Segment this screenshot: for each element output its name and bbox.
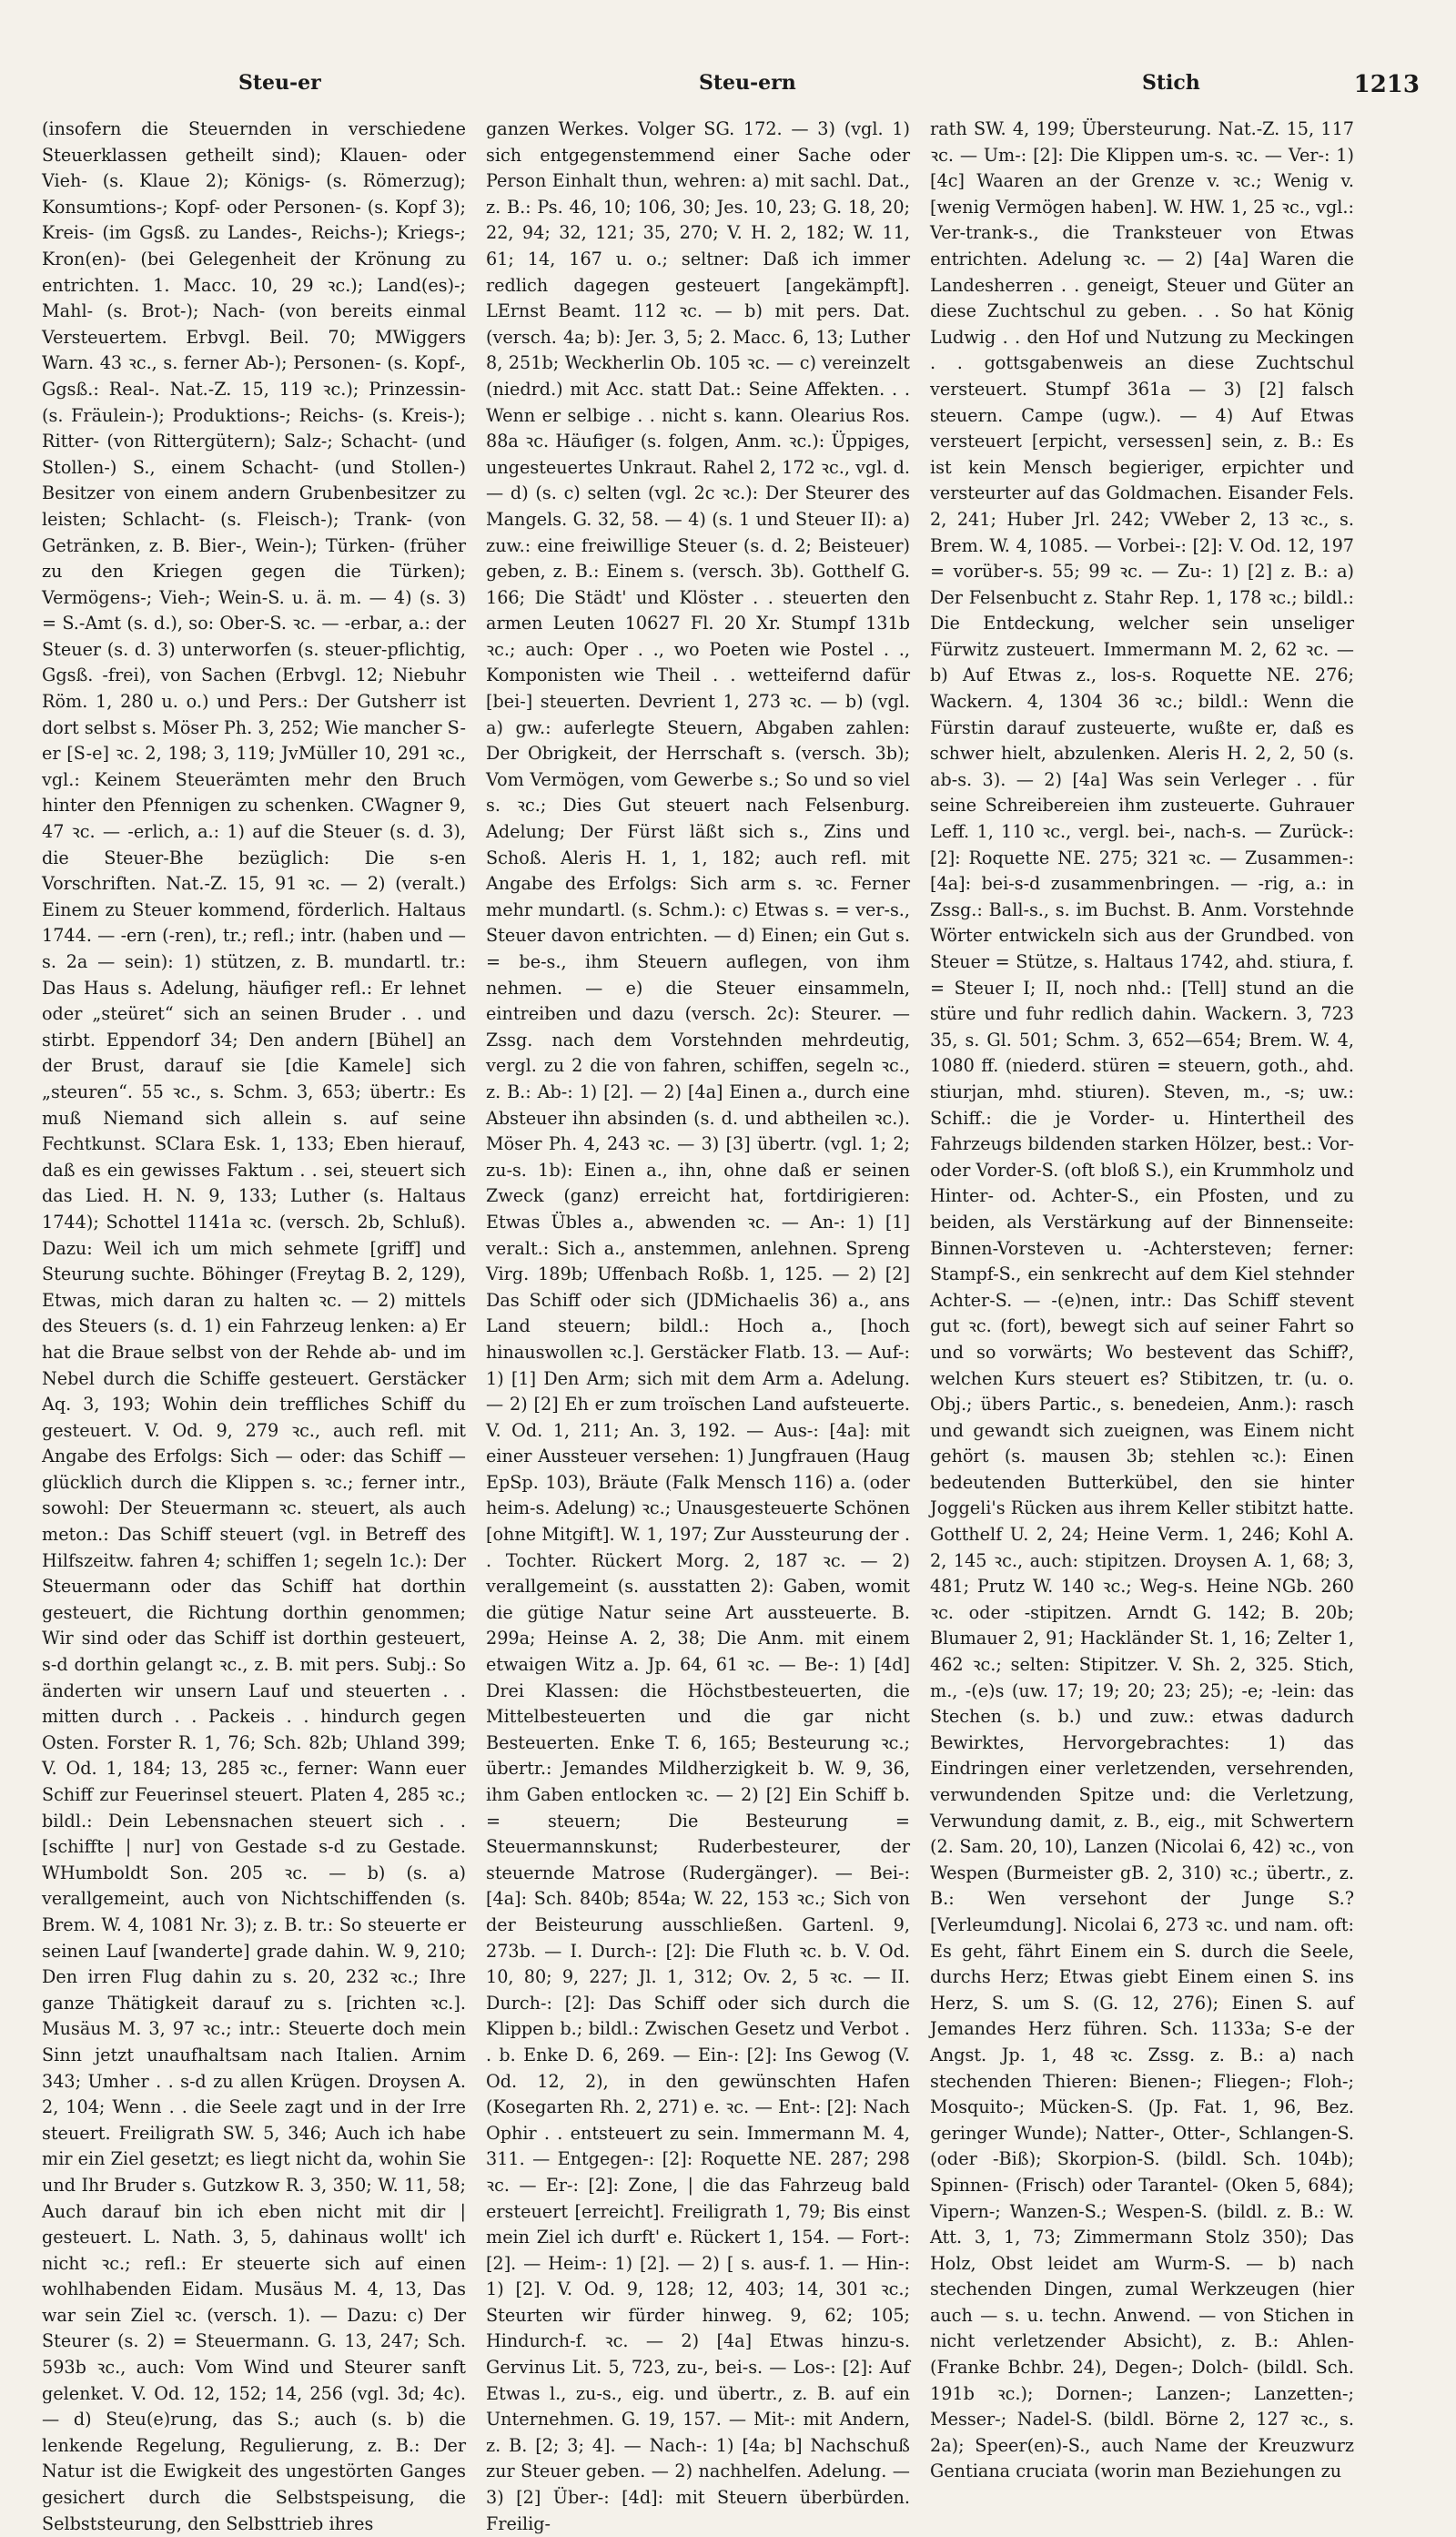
column-left (42, 117, 466, 2534)
header-right-keyword: Stich (1142, 71, 1200, 95)
header-left-keyword: Steu-er (238, 71, 321, 95)
header-center-keyword: Steu-ern (699, 71, 796, 95)
column-middle (486, 117, 910, 2534)
column-left-text: (insofern die Steuernden in verschiedene Steuerklassen getheilt sind); Klauen- oder Vieh- (s. Klaue 2); Königs- (s. Römerzug); Konsumtions-; Kopf- oder Personen- (s. Kopf 3); Kreis- (im Ggsß. zu Landes-, Reichs-); Kriegs-; Kron(en)- (bei Gelegenheit der Krönung zu entrichten. 1. Macc. 10, 29 ꝛc.); Land(es)-; Mahl- (s. Brot-); Nach- (von bereits einmal Versteuertem. Erbvgl. Beil. 70; MWiggers Warn. 43 ꝛc., s. ferner Ab-); Personen- (s. Kopf-, Ggsß.: Real-. Nat.-Z. 15, 119 ꝛc.); Prinzessin- (s. Fräulein-); Produktions-; Reichs- (s. Kreis-); Ritter- (von Rittergütern); Salz-; Schacht- (und Stollen-) S., einem Schacht- (und Stollen-) Besitzer von einem andern Grubenbesitzer zu leisten; Schlacht- (s. Fleisch-); Trank- (von Getränken, z. B. Bier-, Wein-); Türken- (früher zu den Kriegen gegen die Türken); Vermögens-; Vieh-; Wein-S. u. ä. m. — 4) (s. 3) = S.-Amt (s. d.), so: Ober-S. ꝛc. — -erbar, a.: der Steuer (s. d. 3) unterworfen (s. steuer-pflichtig, Ggsß. -frei), von Sachen (Erbvgl. 12; Niebuhr Röm. 1, 280 u. o.) und Pers.: Der Gutsherr ist dort selbst s. Möser Ph. 3, 252; Wie mancher S-er [S-e] ꝛc. 2, 198; 3, 119; JvMüller 10, 291 ꝛc., vgl.: Keinem Steuerämten mehr den Bruch hinter den Pfennigen zu schenken. CWagner 9, 47 ꝛc. — -erlich, a.: 1) auf die Steuer (s. d. 3), die Steuer-Bhe bezüglich: Die s-en Vorschriften. Nat.-Z. 15, 91 ꝛc. — 2) (veralt.) Einem zu Steuer kommend, förderlich. Haltaus 1744. — -ern (-ren), tr.; refl.; intr. (haben und — s. 2a — sein): 1) stützen, z. B. mundartl. tr.: Das Haus s. Adelung, häufiger refl.: Er lehnet oder „steüret“ sich an seinen Bruder . . und stirbt. Eppendorf 34; Den andern [Bühel] an der Brust, darauf sie [die Kamele] sich „steuren“. 55 ꝛc., s. Schm. 3, 653; übertr.: Es muß Niemand sich allein s. auf seine Fechtkunst. SClara Esk. 1, 133; Eben hierauf, daß es ein gewisses Faktum . . sei, steuert sich das Lied. H. N. 9, 133; Luther (s. Haltaus 1744); Schottel 1141a ꝛc. (versch. 2b, Schluß). Dazu: Weil ich um mich sehmete [griff] und Steurung suchte. Böhinger (Freytag B. 2, 129), Etwas, mich daran zu halten ꝛc. — 2) mittels des Steuers (s. d. 1) ein Fahrzeug lenken: a) Er hat die Braue selbst von der Rehde ab- und im Nebel durch die Schiffe gesteuert. Gerstäcker Aq. 3, 193; Wohin dein treffliches Schiff du gesteuert. V. Od. 9, 279 ꝛc., auch refl. mit Angabe des Erfolgs: Sich — oder: das Schiff — glücklich durch die Klippen s. ꝛc.; ferner intr., sowohl: Der Steuermann ꝛc. steuert, als auch meton.: Das Schiff steuert (vgl. in Betreff des Hilfszeitw. fahren 4; schiffen 1; segeln 1c.): Der Steuermann oder das Schiff hat dorthin gesteuert, die Richtung dorthin genommen; Wir sind oder das Schiff ist dorthin gesteuert, s-d dorthin gelangt ꝛc., z. B. mit pers. Subj.: So änderten wir unsern Lauf und steuerten . . mitten durch . . Packeis . . hindurch gegen Osten. Forster R. 1, 76; Sch. 82b; Uhland 399; V. Od. 1, 184; 13, 285 ꝛc., ferner: Wann euer Schiff zur Feuerinsel steuert. Platen 4, 285 ꝛc.; bildl.: Dein Lebensnachen steuert sich . . [schiffte | nur] von Gestade s-d zu Gestade. WHumboldt Son. 205 ꝛc. — b) (s. a) verallgemeint, auch von Nichtschiffenden (s. Brem. W. 4, 1081 Nr. 3); z. B. tr.: So steuerte er seinen Lauf [wanderte] grade dahin. W. 9, 210; Den irren Flug dahin zu s. 20, 232 ꝛc.; Ihre ganze Thätigkeit darauf zu s. [richten ꝛc.]. Musäus M. 3, 97 ꝛc.; intr.: Steuerte doch mein Sinn jetzt unaufhaltsam nach Italien. Arnim 343; Umher . . s-d zu allen Krügen. Droysen A. 2, 104; Wenn . . die Seele zagt und in der Irre steuert. Freiligrath SW. 5, 346; Auch ich habe mir ein Ziel gesetzt; es liegt nicht da, wohin Sie und Ihr Bruder s. Gutzkow R. 3, 350; W. 11, 58; Auch darauf bin ich eben nicht mit dir | gesteuert. L. Nath. 3, 5, dahinaus wollt' ich nicht ꝛc.; refl.: Er steuerte sich auf einen wohlhabenden Eidam. Musäus M. 4, 13, Das war sein Ziel ꝛc. (versch. 1). — Dazu: c) Der Steurer (s. 2) = Steuermann. G. 13, 247; Sch. 593b ꝛc., auch: Vom Wind und Steurer sanft gelenket. V. Od. 12, 152; 14, 256 (vgl. 3d; 4c). — d) Steu(e)rung, das S.; auch (s. b) die lenkende Regelung, Regulierung, z. B.: Der Natur ist die Ewigkeit des ungestörten Ganges gesichert durch die Selbstspeisung, die Selbststeurung, den Selbsttrieb ihres (42, 118, 466, 2534)
column-middle-text: ganzen Werkes. Volger SG. 172. — 3) (vgl. 1) sich entgegenstemmend einer Sache oder Person Einhalt thun, wehren: a) mit sachl. Dat., z. B.: Ps. 46, 10; 106, 30; Jes. 10, 23; G. 18, 20; 22, 94; 32, 121; 35, 270; V. H. 2, 182; W. 11, 61; 14, 167 u. o.; seltner: Daß ich immer redlich dagegen gesteuert [angekämpft]. LErnst Beamt. 112 ꝛc. — b) mit pers. Dat. (versch. 4a; b): Jer. 3, 5; 2. Macc. 6, 13; Luther 8, 251b; Weckherlin Ob. 105 ꝛc. — c) vereinzelt (niedrd.) mit Acc. statt Dat.: Seine Affekten. . . Wenn er selbige . . nicht s. kann. Olearius Ros. 88a ꝛc. Häufiger (s. folgen, Anm. ꝛc.): Üppiges, ungesteuertes Unkraut. Rahel 2, 172 ꝛc., vgl. d. — d) (s. c) selten (vgl. 2c ꝛc.): Der Steurer des Mangels. G. 32, 58. — 4) (s. 1 und Steuer II): a) zuw.: eine freiwillige Steuer (s. d. 2; Beisteuer) geben, z. B.: Einem s. (versch. 3b). Gotthelf G. 166; Die Städt' und Klöster . . steuerten den armen Leuten 10627 Fl. 20 Xr. Stumpf 131b ꝛc.; auch: Oper . ., wo Poeten wie Postel . ., Komponisten wie Theil . . wetteifernd dafür [bei-] steuerten. Devrient 1, 273 ꝛc. — b) (vgl. a) gw.: auferlegte Steuern, Abgaben zahlen: Der Obrigkeit, der Herrschaft s. (versch. 3b); Vom Vermögen, vom Gewerbe s.; So und so viel s. ꝛc.; Dies Gut steuert nach Felsenburg. Adelung; Der Fürst läßt sich s., Zins und Schoß. Aleris H. 1, 1, 182; auch refl. mit Angabe des Erfolgs: Sich arm s. ꝛc. Ferner mehr mundartl. (s. Schm.): c) Etwas s. = ver-s., Steuer davon entrichten. — d) Einen; ein Gut s. = be-s., ihm Steuern auflegen, von ihm nehmen. — e) die Steuer einsammeln, eintreiben und dazu (versch. 2c): Steurer. — Zssg. nach dem Vorstehnden mehrdeutig, vergl. zu 2 die von fahren, schiffen, segeln ꝛc., z. B.: Ab-: 1) [2]. — 2) [4a] Einen a., durch eine Absteuer ihn absinden (s. d. und abtheilen ꝛc.). Möser Ph. 4, 243 ꝛc. — 3) [3] übertr. (vgl. 1; 2; zu-s. 1b): Einen a., ihn, ohne daß er seinen Zweck (ganz) erreicht hat, fortdirigieren: Etwas Übles a., abwenden ꝛc. — An-: 1) [1] veralt.: Sich a., anstemmen, anlehnen. Spreng Virg. 189b; Uffenbach Roßb. 1, 125. — 2) [2] Das Schiff oder sich (JDMichaelis 36) a., ans Land steuern; bildl.: Hoch a., [hoch hinauswollen ꝛc.]. Gerstäcker Flatb. 13. — Auf-: 1) [1] Den Arm; sich mit dem Arm a. Adelung. — 2) [2] Eh er zum troïschen Land aufsteuerte. V. Od. 1, 211; An. 3, 192. — Aus-: [4a]: mit einer Aussteuer versehen: 1) Jungfrauen (Haug EpSp. 103), Bräute (Falk Mensch 116) a. (oder heim-s. Adelung) ꝛc.; Unausgesteuerte Schönen [ohne Mitgift]. W. 1, 197; Zur Aussteurung der . . Tochter. Rückert Morg. 2, 187 ꝛc. — 2) verallgemeint (s. ausstatten 2): Gaben, womit die gütige Natur seine Art aussteuerte. B. 299a; Heinse A. 2, 38; Die Anm. mit einem etwaigen Witz a. Jp. 64, 61 ꝛc. — Be-: 1) [4d] Drei Klassen: die Höchstbesteuerten, die Mittelbesteuerten und die gar nicht Besteuerten. Enke T. 6, 165; Besteurung ꝛc.; übertr.: Jemandes Mildherzigkeit b. W. 9, 36, ihm Gaben entlocken ꝛc. — 2) [2] Ein Schiff b. = steuern; Die Besteurung = Steuermannskunst; Ruderbesteurer, der steuernde Matrose (Rudergänger). — Bei-: [4a]: Sch. 840b; 854a; W. 22, 153 ꝛc.; Sich von der Beisteurung ausschließen. Gartenl. 9, 273b. — I. Durch-: [2]: Die Fluth ꝛc. b. V. Od. 10, 80; 9, 227; Jl. 1, 312; Ov. 2, 5 ꝛc. — II. Durch-: [2]: Das Schiff oder sich durch die Klippen b.; bildl.: Zwischen Gesetz und Verbot . . b. Enke D. 6, 269. — Ein-: [2]: Ins Gewog (V. Od. 12, 2), in den gewünschten Hafen (Kosegarten Rh. 2, 271) e. ꝛc. — Ent-: [2]: Nach Ophir . . entsteuert zu sein. Immermann M. 4, 311. — Entgegen-: [2]: Roquette NE. 287; 298 ꝛc. — Er-: [2]: Zone, | die das Fahrzeug bald ersteuert [erreicht]. Freiligrath 1, 79; Bis einst mein Ziel ich durft' e. Rückert 1, 154. — Fort-: [2]. — Heim-: 1) [2]. — 2) [ s. aus-f. 1. — Hin-: 1) [2]. V. Od. 9, 128; 12, 403; 14, 301 ꝛc.; Steurten wir fürder hinweg. 9, 62; 105; Hindurch-f. ꝛc. — 2) [4a] Etwas hinzu-s. Gervinus Lit. 5, 723, zu-, bei-s. — Los-: [2]: Auf Etwas l., zu-s., eig. und übertr., z. B. auf ein Unternehmen. G. 19, 157. — Mit-: mit Andern, z. B. [2; 3; 4]. — Nach-: 1) [4a; b] Nachschuß zur Steuer geben. — 2) nachhelfen. Adelung. — 3) [2] Über-: [4d]: mit Steuern überbürden. Freilig- (486, 118, 910, 2534)
column-right-text: rath SW. 4, 199; Übersteurung. Nat.-Z. 15, 117 ꝛc. — Um-: [2]: Die Klippen um-s. ꝛc. — Ver-: 1) [4c] Waaren an der Grenze v. ꝛc.; Wenig v. [wenig Vermögen haben]. W. HW. 1, 25 ꝛc., vgl.: Ver-trank-s., die Tranksteuer von Etwas entrichten. Adelung ꝛc. — 2) [4a] Waren die Landesherren . . geneigt, Steuer und Güter an diese Zuchtschul zu geben. . . So hat König Ludwig . . den Hof und Nutzung zu Meckingen . . gottsgabenweis an diese Zuchtschul versteuert. Stumpf 361a — 3) [2] falsch steuern. Campe (ugw.). — 4) Auf Etwas versteuert [erpicht, versessen] sein, z. B.: Es ist kein Mensch begieriger, erpichter und versteurter auf das Goldmachen. Eisander Fels. 2, 241; Huber Jrl. 242; VWeber 2, 13 ꝛc., s. Brem. W. 4, 1085. — Vorbei-: [2]: V. Od. 12, 197 = vorüber-s. 55; 99 ꝛc. — Zu-: 1) [2] z. B.: a) Der Felsenbucht z. Stahr Rep. 1, 178 ꝛc.; bildl.: Die Entdeckung, welcher sein unseliger Fürwitz zusteuert. Immermann M. 2, 62 ꝛc. — b) Auf Etwas z., los-s. Roquette NE. 276; Wackern. 4, 1304 36 ꝛc.; bildl.: Wenn die Fürstin darauf zusteuerte, wußte er, daß es schwer hielt, abzulenken. Aleris H. 2, 2, 50 (s. ab-s. 3). — 2) [4a] Was sein Verleger . . für seine Schreibereien ihm zusteuerte. Guhrauer Leff. 1, 110 ꝛc., vergl. bei-, nach-s. — Zurück-: [2]: Roquette NE. 275; 321 ꝛc. — Zusammen-: [4a]: bei-s-d zusammenbringen. — -rig, a.: in Zssg.: Ball-s., s. im Buchst. B. Anm. Vorstehnde Wörter entwickeln sich aus der Grundbed. von Steuer = Stütze, s. Haltaus 1742, ahd. stiura, f. = Steuer I; II, noch nhd.: [Tell] stund an die stüre und fuhr redlich dahin. Wackern. 3, 723 35, s. Gl. 501; Schm. 3, 652—654; Brem. W. 4, 1080 ff. (niederd. stüren = steuern, goth., ahd. stiurjan, mhd. stiuren). Steven, m., -s; uw.: Schiff.: die je Vorder- u. Hintertheil des Fahrzeugs bildenden starken Hölzer, best.: Vor- oder Vorder-S. (oft bloß S.), ein Krummholz und Hinter- od. Achter-S., ein Pfosten, und zu beiden, als Verstärkung auf der Binnenseite: Binnen-Vorsteven u. -Achtersteven; ferner: Stampf-S., ein senkrecht auf dem Kiel stehnder Achter-S. — -(e)nen, intr.: Das Schiff stevent gut ꝛc. (fort), bewegt sich auf seiner Fahrt so und so vorwärts; Wo bestevent das Schiff?, welchen Kurs steuert es? Stibitzen, tr. (u. o. Obj.; übers Partic., s. benedeien, Anm.): rasch und gewandt sich zueignen, was Einem nicht gehört (s. mausen 3b; stehlen ꝛc.): Einen bedeutenden Butterkübel, den sie hinter Joggeli's Rücken aus ihrem Keller stibitzt hatte. Gotthelf U. 2, 24; Heine Verm. 1, 246; Kohl A. 2, 145 ꝛc., auch: stipitzen. Droysen A. 1, 68; 3, 481; Prutz W. 140 ꝛc.; Weg-s. Heine NGb. 260 ꝛc. oder -stipitzen. Arndt G. 142; B. 20b; Blumauer 2, 91; Hackländer St. 1, 16; Zelter 1, 462 ꝛc.; selten: Stipitzer. V. Sh. 2, 325. Stich, m., -(e)s (uw. 17; 19; 20; 23; 25); -e; -lein: das Stechen (s. b.) und zuw.: etwas dadurch Bewirktes, Hervorgebrachtes: 1) das Eindringen einer verletzenden, versehrenden, verwundenden Spitze und: die Verletzung, Verwundung damit, z. B., eig., mit Schwertern (2. Sam. 20, 10), Lanzen (Nicolai 6, 42) ꝛc., von Wespen (Burmeister gB. 2, 310) ꝛc.; übertr., z. B.: Wen versehont der Junge S.? [Verleumdung]. Nicolai 6, 273 ꝛc. und nam. oft: Es geht, fährt Einem ein S. durch die Seele, durchs Herz; Etwas giebt Einem einen S. ins Herz, S. um S. (G. 12, 276); Einen S. auf Jemandes Herz führen. Sch. 1133a; S-e der Angst. Jp. 1, 48 ꝛc. Zssg. z. B.: a) nach stechenden Thieren: Bienen-; Fliegen-; Floh-; Mosquito-; Mücken-S. (Jp. Fat. 1, 96, Bez. geringer Wunde); Natter-, Otter-, Schlangen-S. (oder -Biß); Skorpion-S. (bildl. Sch. 104b); Spinnen- (Frisch) oder Tarantel- (Oken 5, 684); Vipern-; Wanzen-S.; Wespen-S. (bildl. z. B.: W. Att. 3, 1, 73; Zimmermann Stolz 350); Das Holz, Obst leidet am Wurm-S. — b) nach stechenden Dingen, zumal Werkzeugen (hier auch — s. u. techn. Anwend. — von Stichen in nicht verletzender Absicht), z. B.: Ahlen- (Franke Bchbr. 24), Degen-; Dolch- (bildl. Sch. 191b ꝛc.); Dornen-; Lanzen-; Lanzetten-; Messer-; Nadel-S. (bildl. Börne 2, 127 ꝛc., s. 2a); Speer(en)-S., auch Name der Kreuzwurz Gentiana cruciata (worin man Beziehungen zu (930, 118, 1354, 2482)
running-header (36, 71, 1420, 98)
column-right (930, 117, 1354, 2482)
page-number: 1213 (1353, 71, 1420, 98)
dictionary-body (42, 117, 1354, 2534)
